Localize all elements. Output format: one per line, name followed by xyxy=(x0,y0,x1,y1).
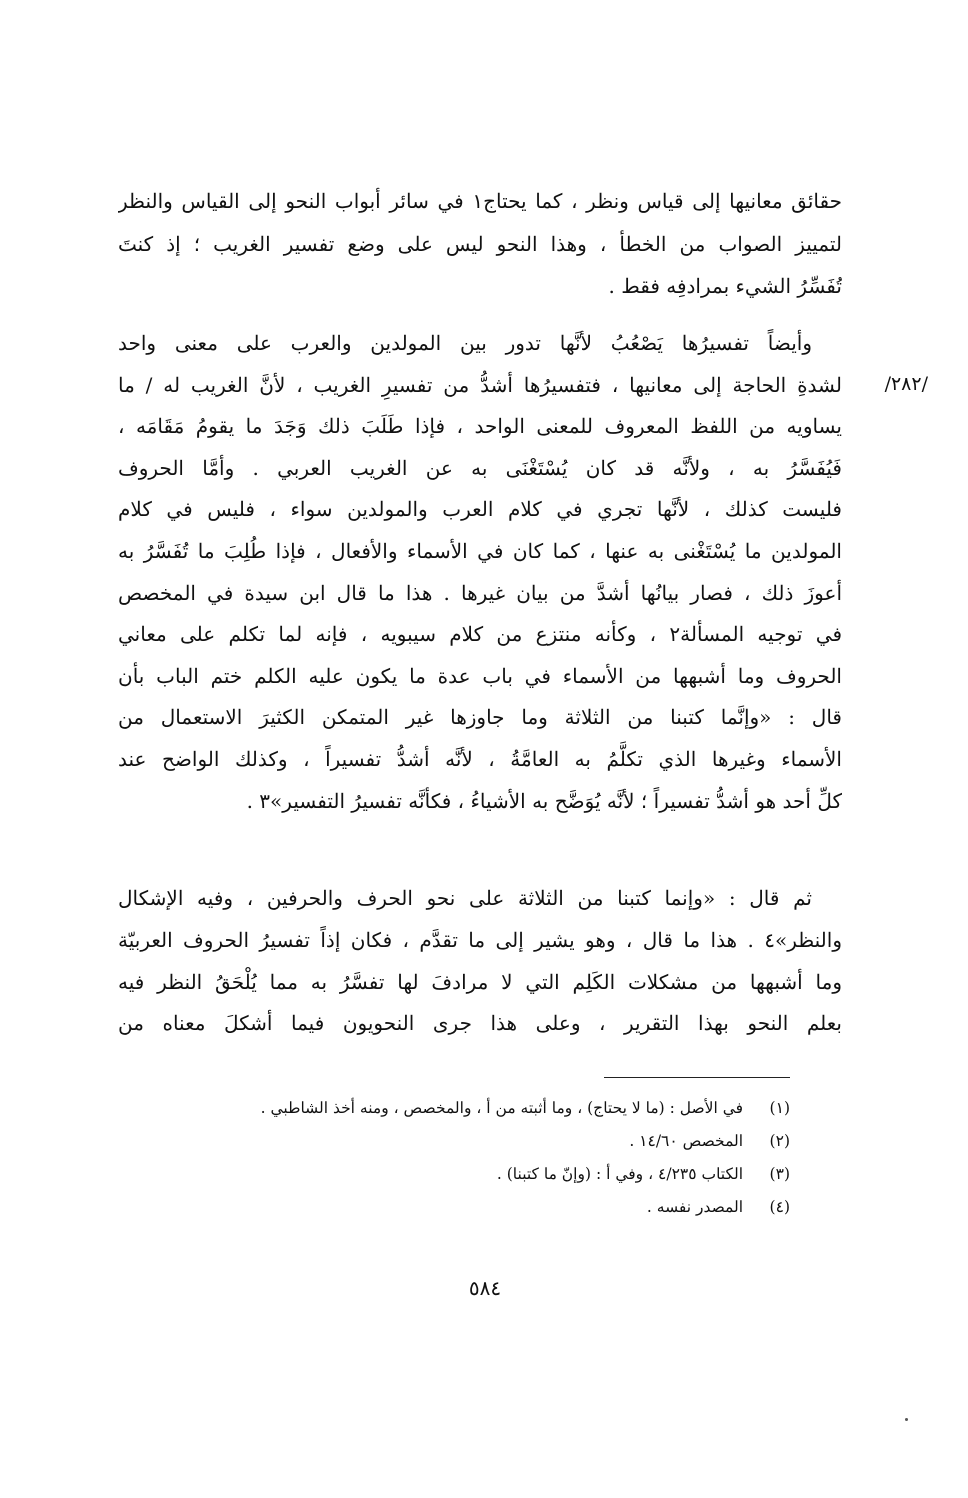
manuscript-folio-marker: /٢٨٢/ xyxy=(884,373,928,395)
text-line: تُفَسِّرُ الشيء بمرادفِه فقط . xyxy=(608,274,842,298)
text-line: فليست كذلك ، لأنَّها تجري في كلام العرب والمولدين سواء ، فليس في كلام xyxy=(118,497,842,522)
text-line: حقائق معانيها إلى قياس ونظر ، كما يحتاج١ في سائر أبواب النحو إلى القياس والنظر xyxy=(118,189,842,213)
text-line: في توجيه المسألة٢ ، وكأنه منتزع من كلام سيبويه ، فإنه لما تكلم على معاني xyxy=(118,622,842,647)
text-line: بعلم النحو بهذا التقرير ، وعلى هذا جرى النحويون فيما أشكلَ معناه من xyxy=(118,1011,842,1036)
scan-speck xyxy=(905,1418,908,1421)
footnote-text: المخصص ١٤/٦٠ . xyxy=(629,1132,744,1150)
paragraph-1 xyxy=(118,180,842,308)
footnote-number: (٤) xyxy=(769,1198,790,1216)
text-line: قال : «وإنَّما كتبنا من الثلاثة وما جاوزها غير المتمكن الكثيرَ الاستعمال من xyxy=(118,705,842,730)
footnote-number: (١) xyxy=(769,1099,790,1117)
text-line: كلِّ أحد هو أشدُّ تفسيراً ؛ لأنَّه يُوَضَّح به الأشياءُ ، فكأنَّه تفسيرُ التفسير»٣ . xyxy=(246,788,842,813)
footnote xyxy=(200,1158,790,1191)
footnote xyxy=(200,1125,790,1158)
footnote-text: في الأصل : (ما لا يحتاج) ، وما أثبته من أ ، والمخصص ، ومنه أخذ الشاطبي . xyxy=(260,1099,744,1117)
text-line: المولدين ما يُسْتَغْنى به عنها ، كما كان في الأسماء والأفعال ، فإذا طُلِبَ ما تُفَسَّرُ به xyxy=(118,538,842,563)
footnote xyxy=(200,1092,790,1125)
text-line: يساويه من اللفظ المعروف للمعنى الواحد ، فإذا طَلَبَ ذلك وَجَدَ ما يقومُ مَقَامَه ، xyxy=(118,414,842,439)
footnote-number: (٣) xyxy=(769,1165,790,1183)
footnote-separator xyxy=(604,1077,790,1078)
footnote-text: الكتاب ٤/٢٣٥ ، وفي أ : (وإنّ ما كتبنا) . xyxy=(496,1165,744,1183)
paragraph-3 xyxy=(118,878,842,1045)
footnote xyxy=(200,1191,790,1224)
text-line: فَيُفَسَّرُ به ، ولأنَّه قد كان يُسْتَغْنَى به عن الغريب العربي . وأمَّا الحروف xyxy=(118,455,842,480)
footnotes xyxy=(200,1092,790,1224)
text-line: لشدةِ الحاجة إلى معانيها ، فتفسيرُها أشدُّ من تفسيرِ الغريب ، لأنَّ الغريب له / ما xyxy=(118,372,842,397)
text-line: وما أشبهها من مشكلات الكَلِم التي لا مرادفَ لها تفسَّرُ به مما يُلْحَقُ النظر فيه xyxy=(118,969,842,994)
text-line: الحروف وما أشبهها من الأسماء في باب عدة ما يكون عليه الكلم ختم الباب بأن xyxy=(118,663,842,688)
text-line: لتمييز الصواب من الخطأ ، وهذا النحو ليس على وضع تفسير الغريب ؛ إذ كنتَ xyxy=(118,231,842,256)
text-line: أعوزَ ذلك ، فصار بيانُها أشدَّ من بيان غيرها . هذا ما قال ابن سيدة في المخصص xyxy=(118,580,842,605)
text-line: الأسماء وغيرها الذي تكلَّمُ به العامَّةُ ، لأنَّه أشدُّ تفسيراً ، وكذلك الواضح عند xyxy=(118,746,842,771)
text-line: والنظر»٤ . هذا ما قال ، وهو يشير إلى ما تقدَّم ، فكان إذاً تفسيرُ الحروف العربيّة xyxy=(118,927,842,952)
text-line: ثم قال : «وإنما كتبنا من الثلاثة على نحو الحرف والحرفين ، وفيه الإشكال xyxy=(118,886,812,910)
page-number: ٥٨٤ xyxy=(468,1276,502,1300)
footnote-number: (٢) xyxy=(769,1132,790,1150)
footnote-text: المصدر نفسه . xyxy=(646,1198,744,1216)
text-line: وأيضاً تفسيرُها يَصْعُبُ لأنَّها تدور بين المولدين والعرب على معنى واحد xyxy=(118,331,812,355)
paragraph-2 xyxy=(118,323,842,822)
